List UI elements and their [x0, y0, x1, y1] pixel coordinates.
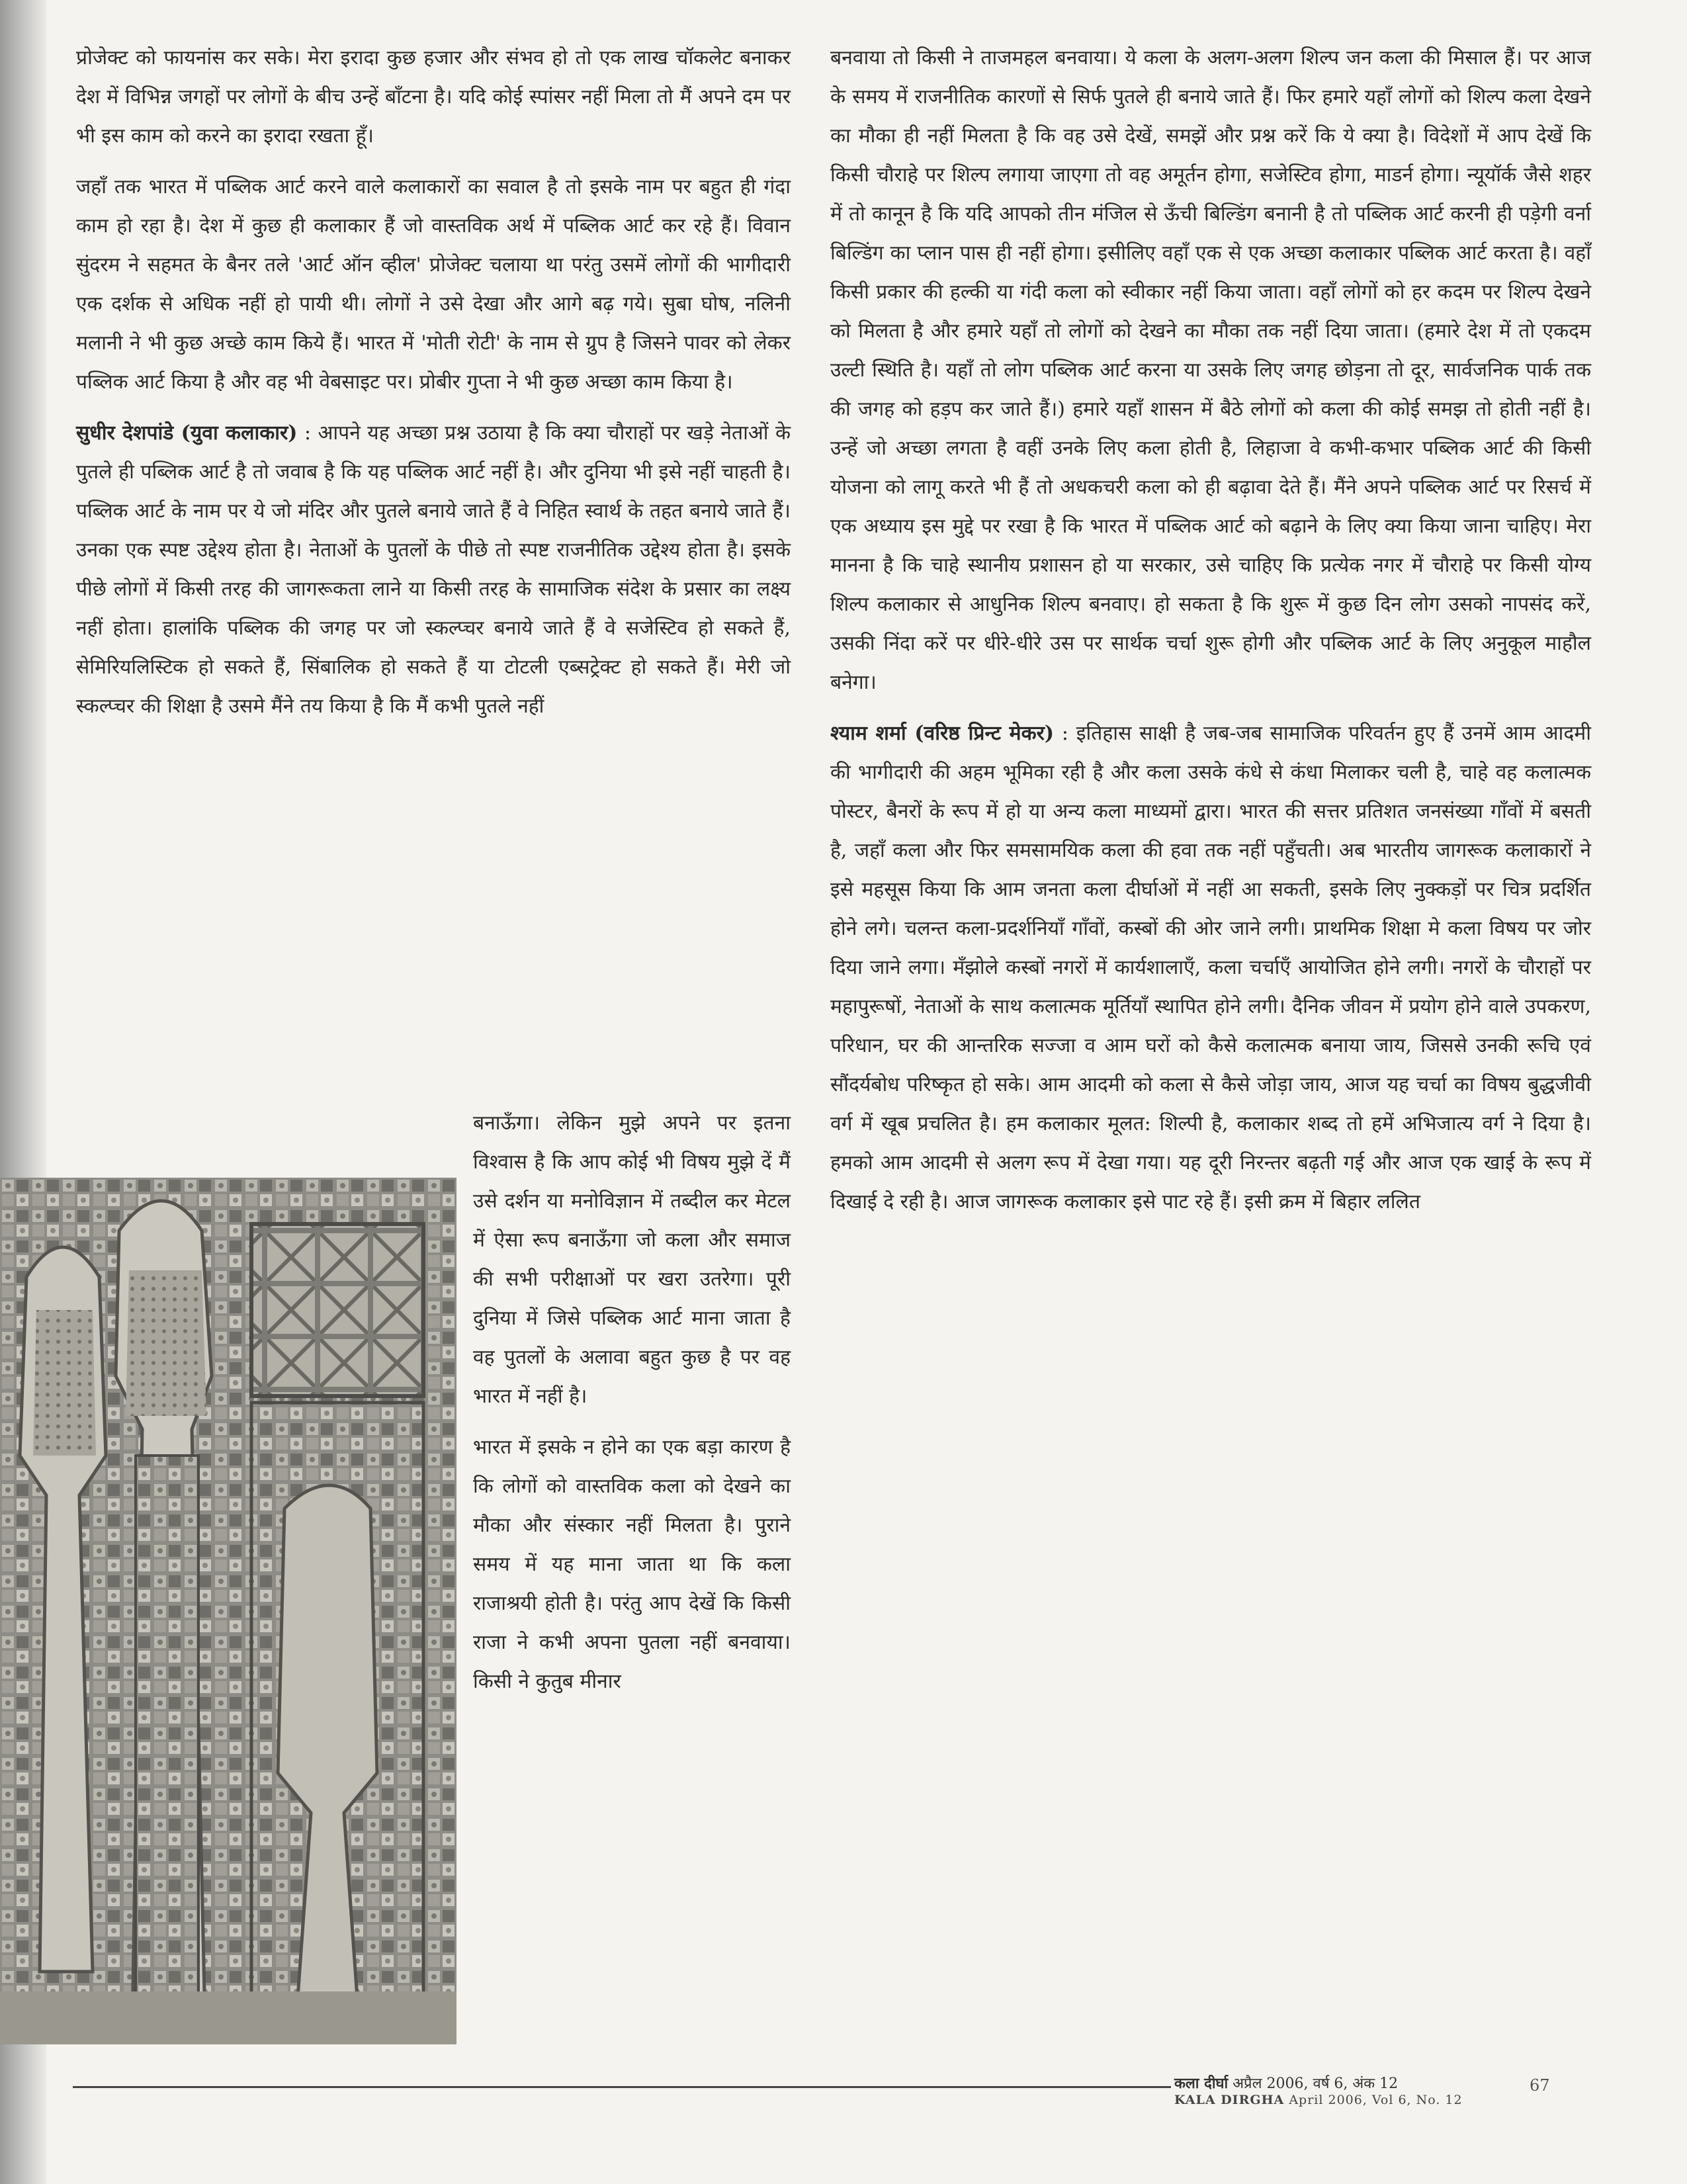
footer-magazine-english — [1174, 2093, 1463, 2107]
speaker-text: : आपने यह अच्छा प्रश्न उठाया है कि क्या चौराहों पर खड़े नेताओं के पुतले ही पब्लिक आर्ट है तो जवाब है कि यह पब्लिक आर्ट नहीं है। और दुनिया भी इसे नहीं चाहती है। पब्लिक आर्ट के नाम पर ये जो मंदिर और पुतले बनाये जाते हैं वे निहित स्वार्थ के तहत बनाये जाते हैं। उनका एक स्पष्ट उद्देश्य होता है। नेताओं के पुतलों के पीछे तो स्पष्ट राजनीतिक उद्देश्य होता है। इसके पीछे लोगों में किसी तरह की जागरूकता लाने या किसी तरह के सामाजिक संदेश के प्रसार का लक्ष्य नहीं होता। हालांकि पब्लिक की जगह पर जो स्कल्प्चर बनाये जाते हैं वे सजेस्टिव हो सकते हैं, सेमिरियलिस्टिक हो सकते हैं, सिंबालिक हो सकते हैं या टोटली एब्सट्रेक्ट हो सकते हैं। मेरी जो स्कल्प्चर की शिक्षा है उसमे मैंने तय किया है कि मैं कभी पुतले नहीं — [76, 421, 791, 718]
footer-rule — [73, 2086, 1171, 2088]
footer-magazine-hindi — [1174, 2073, 1398, 2093]
issue-hindi: अप्रैल 2006, वर्ष 6, अंक 12 — [1233, 2075, 1399, 2092]
issue-english: April 2006, Vol 6, No. 12 — [1289, 2093, 1463, 2107]
speaker-paragraph — [830, 714, 1591, 1221]
sculpture-relief-photo — [0, 1178, 456, 2044]
paragraph: प्रोजेक्ट को फायनांस कर सके। मेरा इरादा कुछ हजार और संभव हो तो एक लाख चॉकलेट बनाकर देश में विभिन्न जगहों पर लोगों के बीच उन्हें बाँटना है। यदि कोई स्पांसर नहीं मिला तो मैं अपने दम पर भी इस काम को करने का इरादा रखता हूँ। — [76, 46, 791, 148]
magazine-title-english: KALA DIRGHA — [1174, 2093, 1285, 2107]
speaker-name: श्याम शर्मा (वरिष्ठ प्रिन्ट मेकर) — [830, 722, 1055, 745]
paragraph: भारत में इसके न होने का एक बड़ा कारण है कि लोगों को वास्तविक कला को देखने का मौका और संस्कार नहीं मिलता है। पुराने समय में यह माना जाता था कि कला राजाश्रयी होती है। परंतु आप देखें कि किसी राजा ने कभी अपना पुतला नहीं बनवाया। किसी ने कुतुब मीनार — [473, 1436, 791, 1693]
left-column — [76, 38, 791, 738]
speaker-name: सुधीर देशपांडे (युवा कलाकार) — [76, 421, 298, 445]
page-number: 67 — [1530, 2076, 1550, 2095]
wrapped-text-column — [473, 1104, 791, 1713]
paragraph: बनाऊँगा। लेकिन मुझे अपने पर इतना विश्वास है कि आप कोई भी विषय मुझे दें मैं उसे दर्शन या मनोविज्ञान में तब्दील कर मेटल में ऐसा रूप बनाऊँगा जो कला और समाज की सभी परीक्षाओं पर खरा उतरेगा। पूरी दुनिया में जिसे पब्लिक आर्ट माना जाता है वह पुतलों के अलावा बहुत कुछ है पर वह भारत में नहीं है। — [473, 1112, 791, 1408]
magazine-title-hindi: कला दीर्घा — [1174, 2075, 1229, 2092]
paragraph: जहाँ तक भारत में पब्लिक आर्ट करने वाले कलाकारों का सवाल है तो इसके नाम पर बहुत ही गंदा काम हो रहा है। देश में कुछ ही कलाकार हैं जो वास्तविक अर्थ में पब्लिक आर्ट कर रहे हैं। विवान सुंदरम ने सहमत के बैनर तले 'आर्ट ऑन व्हील' प्रोजेक्ट चलाया था परंतु उसमें लोगों की भागीदारी एक दर्शक से अधिक नहीं हो पायी थी। लोगों ने उसे देखा और आगे बढ़ गये। सुबा घोष, नलिनी मलानी ने भी कुछ अच्छे काम किये हैं। भारत में 'मोती रोटी' के नाम से ग्रुप है जिसने पावर को लेकर पब्लिक आर्ट किया है और वह भी वेबसाइट पर। प्रोबीर गुप्ता ने भी कुछ अच्छा काम किया है। — [76, 175, 791, 394]
right-column — [830, 38, 1591, 1233]
paragraph: बनवाया तो किसी ने ताजमहल बनवाया। ये कला के अलग-अलग शिल्प जन कला की मिसाल हैं। पर आज के समय में राजनीतिक कारणों से सिर्फ पुतले ही बनाये जाते हैं। फिर हमारे यहाँ लोगों को शिल्प कला देखने का मौका ही नहीं मिलता है कि वह उसे देखें, समझें और प्रश्न करें कि ये क्या है। विदेशों में आप देखें कि किसी चौराहे पर शिल्प लगाया जाएगा तो वह अमूर्तन होगा, सजेस्टिव होगा, माडर्न होगा। न्यूयॉर्क जैसे शहर में तो कानून है कि यदि आपको तीन मंजिल से ऊँची बिल्डिंग बनानी है तो पब्लिक आर्ट करनी ही पड़ेगी वर्ना बिल्डिंग का प्लान पास ही नहीं होगा। इसीलिए वहाँ एक से एक अच्छा कलाकार पब्लिक आर्ट करता है। वहाँ किसी प्रकार की हल्की या गंदी कला को स्वीकार नहीं किया जाता। वहाँ लोगों को हर कदम पर शिल्प देखने को मिलता है और हमारे यहाँ तो लोगों को देखने का मौका तक नहीं दिया जाता। (हमारे देश में तो एकदम उल्टी स्थिति है। यहाँ तो लोग पब्लिक आर्ट करना या उसके लिए जगह छोड़ना तो दूर, सार्वजनिक पार्क तक की जगह को हड़प कर जाते हैं।) हमारे यहाँ शासन में बैठे लोगों को कला की कोई समझ तो होती नहीं है। उन्हें जो अच्छा लगता है वहीं उनके लिए कला होती है, लिहाजा वे कभी-कभार पब्लिक आर्ट की किसी योजना को लागू करते भी हैं तो अधकचरी कला को ही बढ़ावा देते हैं। मैंने अपने पब्लिक आर्ट पर रिसर्च में एक अध्याय इस मुद्दे पर रखा है कि भारत में पब्लिक आर्ट को बढ़ाने के लिए क्या किया जाना चाहिए। मेरा मानना है कि चाहे स्थानीय प्रशासन हो या सरकार, उसे चाहिए कि प्रत्येक नगर में चौराहे पर किसी योग्य शिल्प कलाकार से आधुनिक शिल्प बनवाए। हो सकता है कि शुरू में कुछ दिन लोग उसको नापसंद करें, उसकी निंदा करें पर धीरे-धीरे उस पर सार्थक चर्चा शुरू होगी और पब्लिक आर्ट के लिए अनुकूल माहौल बनेगा। — [830, 46, 1591, 694]
speaker-paragraph — [76, 414, 791, 726]
speaker-text: : इतिहास साक्षी है जब-जब सामाजिक परिवर्तन हुए हैं उनमें आम आदमी की भागीदारी की अहम भूमिका रही है और कला उसके कंधे से कंधा मिलाकर चली है, चाहे वह कलात्मक पोस्टर, बैनरों के रूप में हो या अन्य कला माध्यमों द्वारा। भारत की सत्तर प्रतिशत जनसंख्या गाँवों में बसती है, जहाँ कला और फिर समसामयिक कला की हवा तक नहीं पहुँचती। अब भारतीय जागरूक कलाकारों ने इसे महसूस किया कि आम जनता कला दीर्घाओं में नहीं आ सकती, इसके लिए नुक्कड़ों पर चित्र प्रदर्शित होने लगे। चलन्त कला-प्रदर्शनियाँ गाँवों, कस्बों की ओर जाने लगी। प्राथमिक शिक्षा मे कला विषय पर जोर दिया जाने लगा। मँझोले कस्बों नगरों में कार्यशालाएँ, कला चर्चाएँ आयोजित होने लगी। नगरों के चौराहों पर महापुरूषों, नेताओं के साथ कलात्मक मूर्तियाँ स्थापित होने लगी। दैनिक जीवन में प्रयोग होने वाले उपकरण, परिधान, घर की आन्तरिक सज्जा व आम घरों को कैसे कलात्मक बनाया जाय, जिससे उनकी रूचि एवं सौंदर्यबोध परिष्कृत हो सके। आम आदमी को कला से कैसे जोड़ा जाय, आज यह चर्चा का विषय बुद्धजीवी वर्ग में खूब प्रचलित है। हम कलाकार मूलत: शिल्पी है, कलाकार शब्द तो हमें अभिजात्य वर्ग ने दिया है। हमको आम आदमी से अलग रूप में देखा गया। यह दूरी निरन्तर बढ़ती गई और आज एक खाई के रूप में दिखाई दे रही है। आज जागरूक कलाकार इसे पाट रहे हैं। इसी क्रम में बिहार ललित — [830, 722, 1592, 1213]
